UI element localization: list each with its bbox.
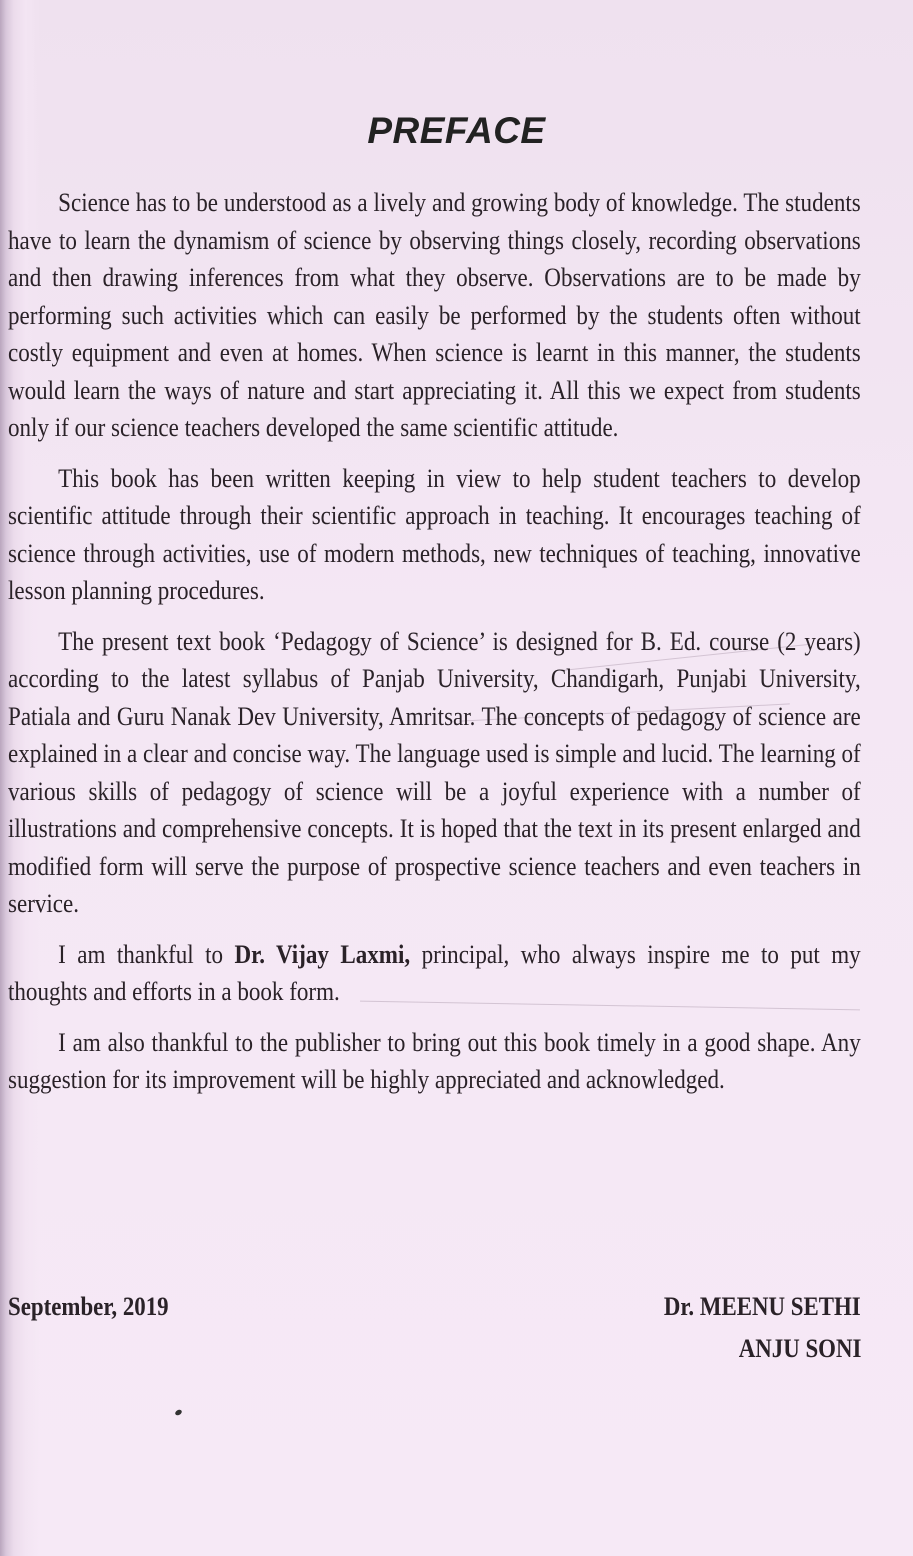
paragraph-4-end: principal, who always inspire me to put my thoughts and efforts in a book form.: [8, 939, 861, 1006]
ink-speck: [174, 1409, 183, 1417]
principal-name: Dr. Vijay Laxmi,: [234, 939, 411, 969]
paragraph-2: This book has been written keeping in view to help student teachers to develop scientific attitude through their scientific approach in teaching. It encourages teaching of science through activities, use of modern methods, new techniques of teaching, innovative lesson planning procedures.: [8, 463, 861, 605]
paragraph-5: I am also thankful to the publisher to bring out this book timely in a good shape. Any suggestion for its improvement will be highly appreciated and acknowledged.: [8, 1027, 861, 1094]
author-name-2: ANJU SONI: [738, 1334, 861, 1363]
preface-body: [8, 184, 861, 1112]
paragraph-4: [8, 936, 861, 1011]
page-title: PREFACE: [367, 110, 546, 151]
paragraph-4-start: I am thankful to: [58, 939, 235, 969]
paragraph-1: Science has to be understood as a lively and growing body of knowledge. The students have to learn the dynamism of science by observing things closely, recording observations and then drawing inferences from what they observe. Observations are to be made by performing such activities which can easily be performed by the students often without costly equipment and even at homes. When science is learnt in this manner, the students would learn the ways of nature and start appreciating it. All this we expect from students only if our science teachers developed the same scientific attitude.: [8, 188, 861, 442]
paragraph-3: The present text book ‘Pedagogy of Science’ is designed for B. Ed. course (2 years) according to the latest syllabus of Panjab University, Chandigarh, Punjabi University, Patiala and Guru Nanak Dev University, Amritsar. The concepts of pedagogy of science are explained in a clear and concise way. The language used is simple and lucid. The learning of various skills of pedagogy of science will be a joyful experience with a number of illustrations and comprehensive concepts. It is hoped that the text in its present enlarged and modified form will serve the purpose of prospective science teachers and even teachers in service.: [8, 626, 861, 918]
preface-date: September, 2019: [8, 1292, 169, 1321]
author-name-1: Dr. MEENU SETHI: [664, 1292, 861, 1321]
